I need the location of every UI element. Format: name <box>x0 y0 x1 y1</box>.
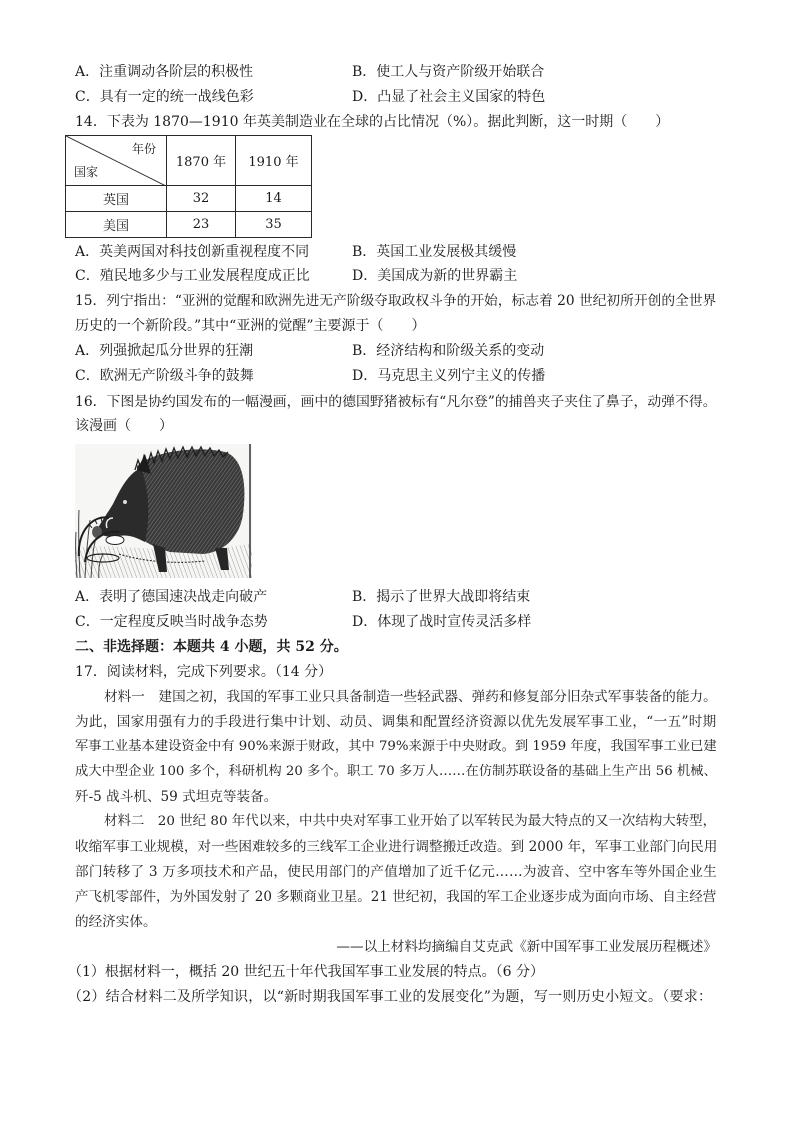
q14-option-a: A．英美两国对科技创新重视程度不同 <box>75 244 310 260</box>
boar-eye <box>123 500 127 504</box>
q17-sub-question-1: （1）根据材料一，概括 20 世纪五十年代我国军事工业发展的特点。（6 分） <box>68 964 544 980</box>
material-2-line: 产飞机零部件，为外国发射了 20 多颗商业卫星。21 世纪初，我国的军工企业逐步成为面向市场、自主经营 <box>75 889 717 905</box>
q15-option-a: A．列强掀起瓜分世界的狂潮 <box>75 343 254 359</box>
material-1-line: 材料一 建国之初，我国的军事工业只具备制造一些轻武器、弹药和修复部分旧杂式军事装备的能力。 <box>104 689 717 705</box>
q16-option-c: C．一定程度反映当时战争态势 <box>75 614 268 630</box>
q14-option-d: D．美国成为新的世界霸主 <box>352 268 518 284</box>
q13-option-d: D．凸显了社会主义国家的特色 <box>352 89 546 105</box>
material-1-line: 成大中型企业 100 多个，科研机构 20 多个。职工 70 多万人……在仿制苏联设备的基础上生产出 56 机械、 <box>75 764 717 779</box>
material-source: ——以上材料均摘编自艾克武《新中国军事工业发展历程概述》 <box>336 939 717 955</box>
table-cell: 23 <box>167 212 236 238</box>
manufacturing-share-table <box>65 135 312 238</box>
section-heading: 二、非选择题：本题共 4 小题，共 52 分。 <box>75 639 348 655</box>
table-cell: 35 <box>236 212 312 238</box>
boar-trap-cartoon-image <box>75 444 252 578</box>
q14-stem: 14．下表为 1870—1910 年英美制造业在全球的占比情况（%）。据此判断，这一时期（ ） <box>75 114 670 130</box>
q15-option-d: D．马克思主义列宁主义的传播 <box>352 368 546 384</box>
table-corner-cell <box>66 136 167 186</box>
q13-option-b: B．使工人与资产阶级开始联合 <box>352 64 545 80</box>
column-header-1870: 1870 年 <box>167 136 236 186</box>
q16-option-d: D．体现了战时宣传灵活多样 <box>352 614 532 630</box>
q14-option-b: B．英国工业发展极其缓慢 <box>352 244 517 260</box>
q15-option-b: B．经济结构和阶级关系的变动 <box>352 343 545 359</box>
q16-option-b: B．揭示了世界大战即将结束 <box>352 589 531 605</box>
row-header-usa: 美国 <box>66 212 167 238</box>
boar-body <box>137 449 244 554</box>
q13-option-a: A．注重调动各阶层的积极性 <box>75 64 254 80</box>
table-row <box>66 186 312 212</box>
row-header-britain: 英国 <box>66 186 167 212</box>
q16-option-a: A．表明了德国速决战走向破产 <box>75 589 268 605</box>
material-1-line: 歼-5 战斗机、59 式坦克等装备。 <box>75 789 278 805</box>
table-header-row <box>66 136 312 186</box>
material-2-line: 材料二 20 世纪 80 年代以来，中共中央对军事工业开始了以军转民为最大特点的又一次结构大转型， <box>104 814 717 829</box>
material-2-line: 的经济实体。 <box>75 914 157 930</box>
corner-country-label: 国家 <box>74 165 99 179</box>
q15-stem-line-2: 历史的一个新阶段。”其中“亚洲的觉醒”主要源于（ ） <box>75 318 426 334</box>
material-2-line: 部门转移了 3 万多项技术和产品，使民用部门的产值增加了近千亿元……为波音、空中客车等外国企业生 <box>75 864 718 880</box>
q15-stem-line-1: 15．列宁指出：“亚洲的觉醒和欧洲先进无产阶级夺取政权斗争的开始，标志着 20 世纪初所开创的全世界 <box>75 293 717 309</box>
q16-stem-line-2: 该漫画（ ） <box>75 418 173 434</box>
table-cell: 14 <box>236 186 312 212</box>
material-2-line: 收缩军事工业规模，对一些困难较多的三线军工企业进行调整搬迁改造。到 2000 年，军事工业部门向民用 <box>75 839 718 855</box>
q15-option-c: C．欧洲无产阶级斗争的鼓舞 <box>75 368 254 384</box>
corner-year-label: 年份 <box>131 142 156 156</box>
table-row <box>66 212 312 238</box>
q17-stem: 17．阅读材料，完成下列要求。（14 分） <box>75 664 333 680</box>
trap-label-tag <box>106 536 124 545</box>
table-cell: 32 <box>167 186 236 212</box>
q17-sub-question-2: （2）结合材料二及所学知识，以“新时期我国军事工业的发展变化”为题，写一则历史小短文。（要求： <box>68 989 713 1005</box>
material-1-line: 军事工业基本建设资金中有 90%来源于财政，其中 79%来源于中央财政。到 1959 年度，我国军事工业已建 <box>75 739 717 754</box>
q13-option-c: C．具有一定的统一战线色彩 <box>75 89 254 105</box>
q16-stem-line-1: 16．下图是协约国发布的一幅漫画，画中的德国野猪被标有“凡尔登”的捕兽夹子夹住了鼻子，动弹不得。 <box>75 394 717 410</box>
column-header-1910: 1910 年 <box>236 136 312 186</box>
q14-option-c: C．殖民地多少与工业发展程度成正比 <box>75 268 310 284</box>
material-1-line: 为此，国家用强有力的手段进行集中计划、动员、调集和配置经济资源以优先发展军事工业，“一五”时期 <box>75 714 717 730</box>
